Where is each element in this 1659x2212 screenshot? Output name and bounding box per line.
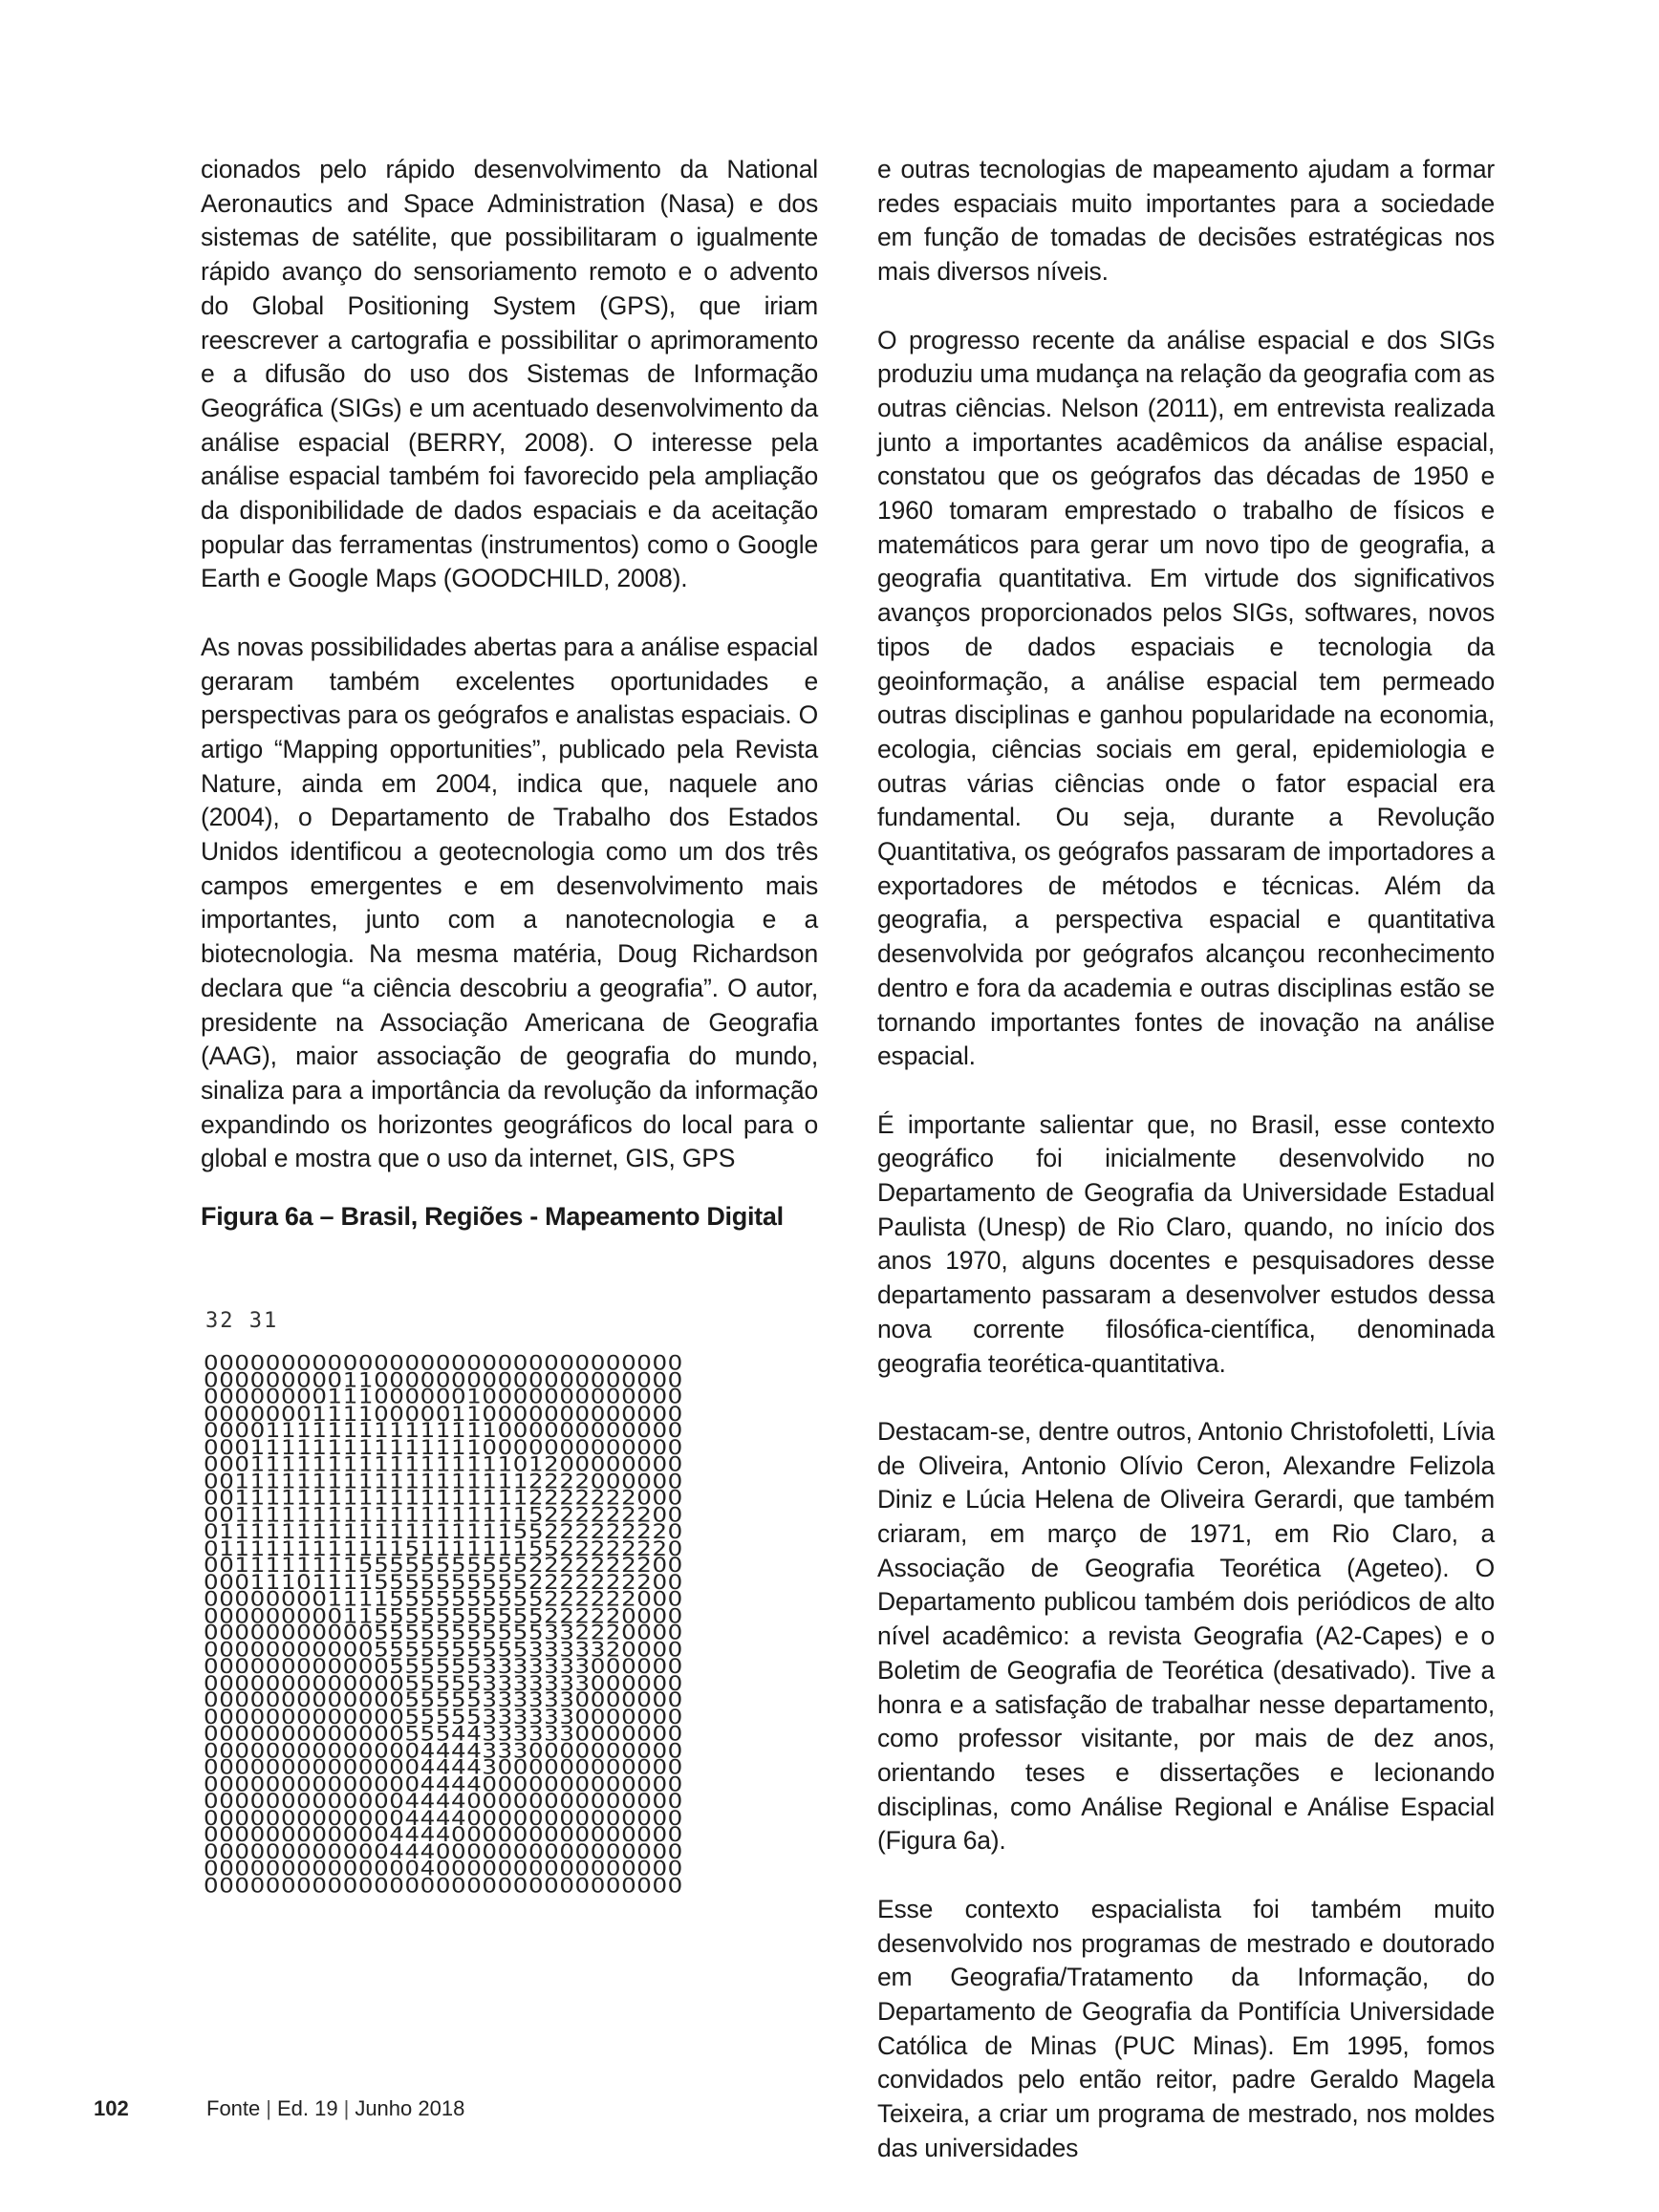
paragraph: Destacam-se, dentre outros, Antonio Christofoletti, Lívia de Oliveira, Antonio Olívio Ceron, Alexandre Felizola Diniz e Lúcia Helena de Oliveira Gerardi, que também criaram, em março de 1971, em Rio Claro, a Associação de Geografia Teorética (Ageteo). O Departamento publicou também dois periódicos de alto nível acadêmico: a revista Geografia (A2-Capes) e o Boletim de Geografia de Teorética (desativado). Tive a honra e a satisfação de trabalhar nesse departamento, como professor visitante, por mais de dez anos, orientando teses e dissertações e lecionando disciplinas, como Análise Regional e Análise Espacial (Figura 6a). xyxy=(877,1416,1495,1856)
grid-row: 0001110111155555555552222222200 xyxy=(204,1569,683,1594)
figure-title: Figura 6a – Brasil, Regiões - Mapeamento Digital xyxy=(201,1202,784,1231)
journal-edition: Ed. 19 xyxy=(276,2096,338,2120)
grid-row: 0011111111111111111115222222200 xyxy=(204,1502,683,1527)
separator: | xyxy=(266,2096,271,2120)
grid-row: 0000000000055555555555332220000 xyxy=(204,1620,683,1644)
grid-row: 0111111111111511111115522222220 xyxy=(204,1536,683,1560)
paragraph: O progresso recente da análise espacial e dos SIGs produziu uma mudança na relação da geografia com as outras ciências. Nelson (2011), em entrevista realizada junto a importantes acadêmicos da análise espacial, constatou que os geógrafos das décadas de 1950 e 1960 tomaram emprestado o trabalho de físicos e matemáticos para gerar um novo tipo de geografia, a geografia quantitativa. Em virtude dos significativos avanços proporcionados pelos SIGs, softwares, novos tipos de dados espaciais e tecnologia da geoinformação, a análise espacial tem permeado outras disciplinas e ganhou popularidade na economia, ecologia, ciências sociais em geral, epidemiologia e outras várias ciências onde o fator espacial era fundamental. Ou seja, durante a Revolução Quantitativa, os geógrafos passaram de importadores a exportadores de métodos e técnicas. Além da geografia, a perspectiva espacial e quantitativa desenvolvida por geógrafos alcançou reconhecimento dentro e fora da academia e outras disciplinas estão se tornando importantes fontes de inovação na análise espacial. xyxy=(877,325,1495,1071)
grid-row: 0011111111555555555552222222200 xyxy=(204,1553,683,1578)
grid-row: 0000000000000555443333330000000 xyxy=(204,1721,683,1746)
grid-row: 0000000011115555555555222222000 xyxy=(204,1586,683,1611)
grid-row: 0000000000000044443000000000000 xyxy=(204,1754,683,1779)
paragraph: As novas possibilidades abertas para a análise espacial geraram também excelentes oportunidades e perspectivas para os geógrafos e analistas espaciais. O artigo “Mapping opportunities”, publicado pela Revista Nature, ainda em 2004, indica que, naquele ano (2004), o Departamento de Trabalho dos Estados Unidos identificou a geotecnologia como um dos três campos emergentes e em desenvolvimento mais importantes, junto com a nanotecnologia e a biotecnologia. Na mesma matéria, Doug Richardson declara que “a ciência descobriu a geografia”. O autor, presidente na Associação Americana de Geografia (AAG), maior associação de geografia do mundo, sinaliza para a importância da revolução da informação expandindo os horizontes geográficos do local para o global e mostra que o uso da internet, GIS, GPS xyxy=(201,632,819,1173)
paragraph: É importante salientar que, no Brasil, esse contexto geográfico foi inicialmente desenvolvido no Departamento de Geografia da Universidade Estadual Paulista (Unesp) de Rio Claro, quando, no início dos anos 1970, alguns docentes e pesquisadores desse departamento passaram a desenvolver estudos dessa nova corrente filosófica-científica, denominada geografia teorética-quantitativa. xyxy=(877,1109,1495,1378)
grid-row: 0000000000000555553333333000000 xyxy=(204,1670,683,1695)
figure-digit-grid xyxy=(204,1350,815,1898)
grid-row: 0000000000000040000000000000000 xyxy=(204,1856,683,1880)
grid-row: 0000000000000555553333330000000 xyxy=(204,1687,683,1712)
grid-row: 0000000000005555553333333000000 xyxy=(204,1654,683,1678)
grid-row: 0000000000004444000000000000000 xyxy=(204,1822,683,1847)
journal-date: Junho 2018 xyxy=(355,2096,465,2120)
grid-row: 0111111111111111111155222222220 xyxy=(204,1519,683,1543)
paragraph: cionados pelo rápido desenvolvimento da National Aeronautics and Space Administration (Nasa) e dos sistemas de satélite, que possibilitaram o igualmente rápido avanço do sensoriamento remoto e o advento do Global Positioning System (GPS), que iriam reescrever a cartografia e possibilitar o aprimoramento e a difusão do uso dos Sistemas de Informação Geográfica (SIGs) e um acentuado desenvolvimento da análise espacial (BERRY, 2008). O interesse pela análise espacial também foi favorecido pela ampliação da disponibilidade de dados espaciais e da aceitação popular das ferramentas (instrumentos) como o Google Earth e Google Maps (GOODCHILD, 2008). xyxy=(201,155,818,593)
journal-info xyxy=(206,2096,464,2121)
grid-row: 0000000000000000000000000000000 xyxy=(204,1350,683,1375)
grid-row: 0000000000000000000000000000000 xyxy=(204,1873,683,1898)
grid-row: 0000000000000044443330000000000 xyxy=(204,1738,683,1763)
right-column xyxy=(877,153,1495,2165)
paragraph: e outras tecnologias de mapeamento ajudam a formar redes espaciais muito importantes para a sociedade em função de tomadas de decisões estratégicas nos mais diversos níveis. xyxy=(877,155,1495,287)
grid-row: 0000000000000555553333330000000 xyxy=(204,1704,683,1729)
grid-row: 0000000000000444400000000000000 xyxy=(204,1789,683,1814)
paragraph: Esse contexto espacialista foi também muito desenvolvido nos programas de mestrado e doutorado em Geografia/Tratamento da Informação, do Departamento de Geografia da Pontifícia Universidade Católica de Minas (PUC Minas). Em 1995, fomos convidados pelo então reitor, padre Geraldo Magela Teixeira, a criar um programa de mestrado, nos moldes das universidades xyxy=(877,1894,1495,2162)
grid-row: 0000000000000044440000000000000 xyxy=(204,1772,683,1796)
grid-row: 0000000000055555555553333320000 xyxy=(204,1637,683,1662)
grid-row: 0000000000004440000000000000000 xyxy=(204,1838,683,1863)
grid-row: 0000000011100000010000000000000 xyxy=(204,1384,683,1408)
grid-row: 0001111111111111110000000000000 xyxy=(204,1434,683,1459)
grid-row: 0000000111100000110000000000000 xyxy=(204,1401,683,1426)
grid-row: 0000000001100000000000000000000 xyxy=(204,1367,683,1392)
grid-row: 0011111111111111111112222222000 xyxy=(204,1485,683,1510)
grid-row: 0000000000000444400000000000000 xyxy=(204,1805,683,1830)
separator: | xyxy=(343,2096,350,2120)
grid-row: 0000111111111111111000000000000 xyxy=(204,1418,683,1443)
journal-name: Fonte xyxy=(206,2096,261,2120)
page-number: 102 xyxy=(94,2096,129,2120)
grid-row: 0000000001155555555555222220000 xyxy=(204,1603,683,1628)
grid-row: 0011111111111111111112222000000 xyxy=(204,1469,683,1493)
left-column xyxy=(201,153,818,1176)
grid-row: 0001111111111111111101200000000 xyxy=(204,1451,683,1476)
figure-grid-dimensions: 32 31 xyxy=(205,1309,279,1333)
